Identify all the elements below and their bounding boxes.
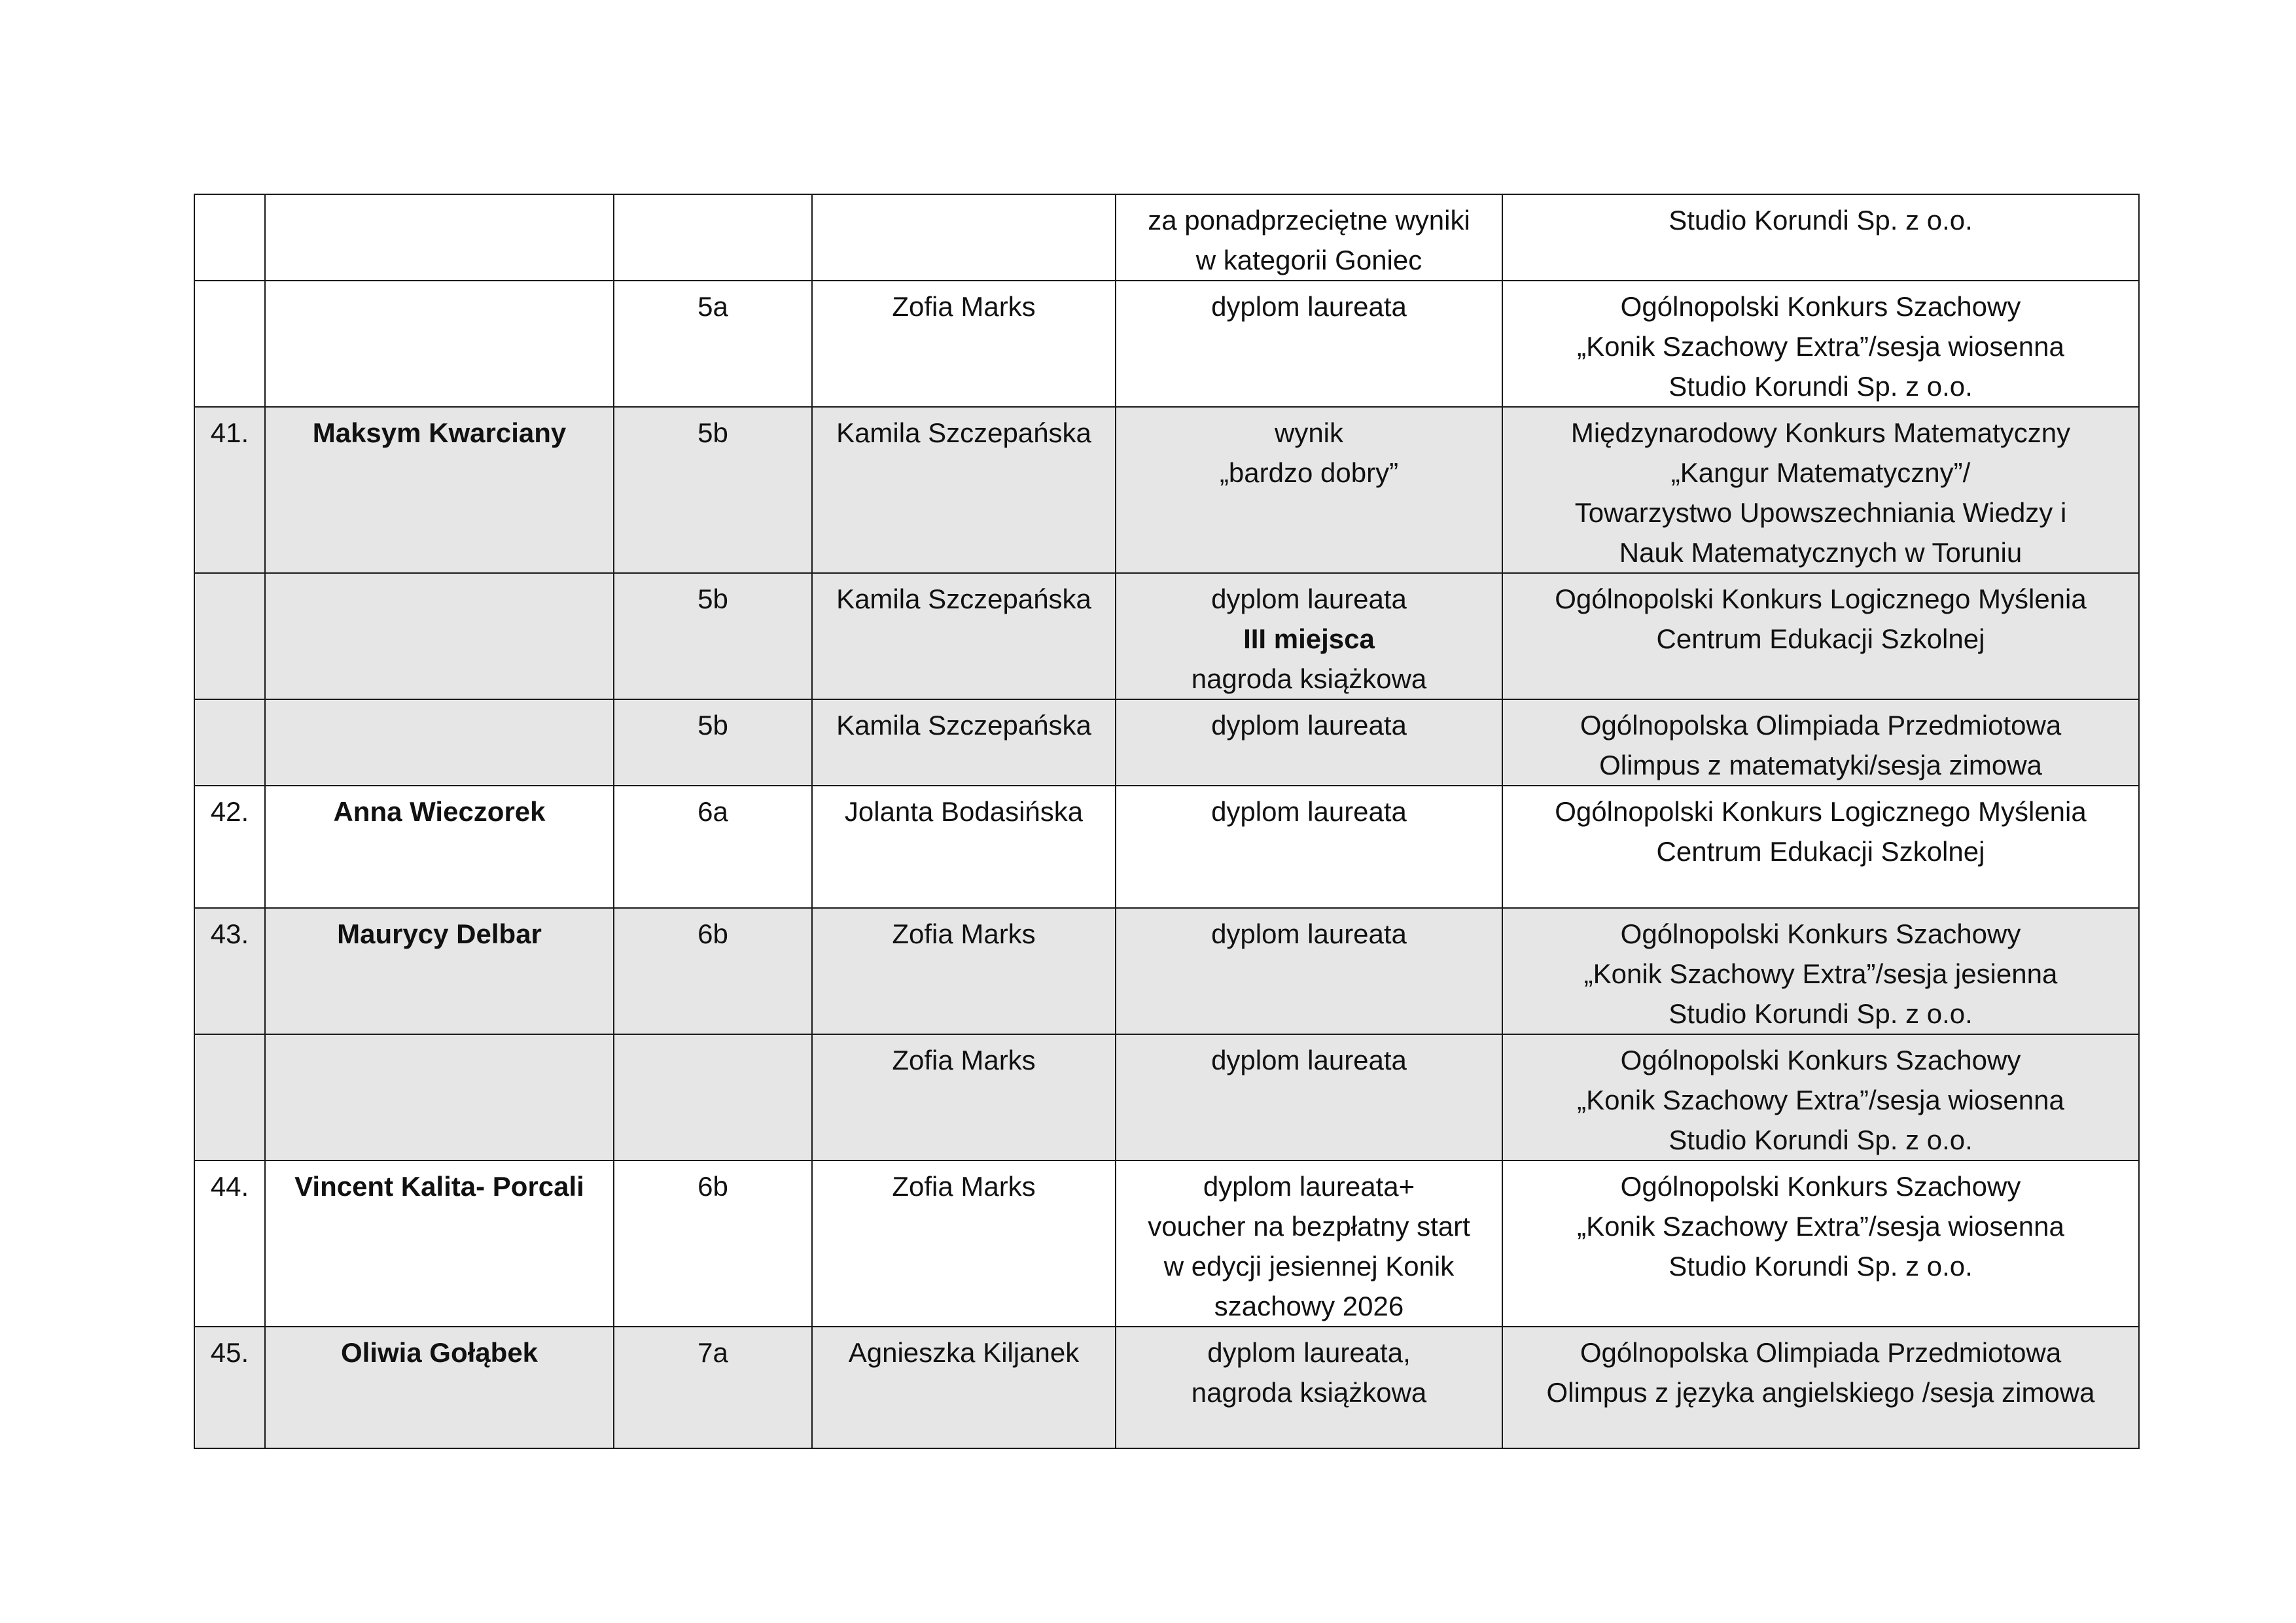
- result-line: „bardzo dobry”: [1219, 457, 1399, 488]
- result-line: w edycji jesiennej Konik: [1163, 1251, 1455, 1282]
- competition-line: Międzynarodowy Konkurs Matematyczny: [1570, 417, 2071, 448]
- row-number-cell: 43.: [194, 908, 265, 1034]
- competition-line: Ogólnopolski Konkurs Szachowy: [1620, 291, 2021, 322]
- result-cell: [1116, 908, 1502, 1034]
- result-line: dyplom laureata: [1211, 584, 1407, 614]
- table-row: [194, 407, 2139, 573]
- row-number-cell: [194, 1034, 265, 1161]
- result-line: dyplom laureata: [1211, 796, 1407, 827]
- student-name-cell: [265, 699, 614, 786]
- class-cell: 6b: [614, 908, 812, 1034]
- row-number-cell: [194, 194, 265, 281]
- result-cell: [1116, 573, 1502, 699]
- table-row: [194, 573, 2139, 699]
- competition-line: Centrum Edukacji Szkolnej: [1656, 623, 1985, 654]
- student-name-cell: [265, 281, 614, 407]
- student-name-cell: Anna Wieczorek: [265, 786, 614, 908]
- table-row: [194, 908, 2139, 1034]
- competition-cell: [1502, 699, 2139, 786]
- competition-line: Olimpus z matematyki/sesja zimowa: [1599, 750, 2042, 780]
- result-line: szachowy 2026: [1214, 1291, 1404, 1321]
- result-line: dyplom laureata,: [1207, 1337, 1411, 1368]
- student-name-cell: [265, 194, 614, 281]
- teacher-cell: Kamila Szczepańska: [812, 573, 1116, 699]
- result-line: voucher na bezpłatny start: [1148, 1211, 1470, 1242]
- class-cell: 5b: [614, 573, 812, 699]
- competition-line: Towarzystwo Upowszechniania Wiedzy i: [1574, 497, 2067, 528]
- competition-line: Ogólnopolski Konkurs Logicznego Myślenia: [1555, 584, 2087, 614]
- table-row: [194, 281, 2139, 407]
- competition-cell: [1502, 1327, 2139, 1448]
- competition-cell: [1502, 573, 2139, 699]
- class-cell: 6b: [614, 1161, 812, 1327]
- competition-cell: [1502, 281, 2139, 407]
- result-cell: [1116, 699, 1502, 786]
- competition-line: Ogólnopolski Konkurs Logicznego Myślenia: [1555, 796, 2087, 827]
- competition-cell: [1502, 1161, 2139, 1327]
- teacher-cell: Zofia Marks: [812, 281, 1116, 407]
- row-number-cell: 42.: [194, 786, 265, 908]
- competition-line: „Konik Szachowy Extra”/sesja jesienna: [1583, 958, 2058, 989]
- competition-line: Studio Korundi Sp. z o.o.: [1669, 998, 1973, 1029]
- result-line: dyplom laureata: [1211, 918, 1407, 949]
- student-name-cell: [265, 1034, 614, 1161]
- competition-line: „Konik Szachowy Extra”/sesja wiosenna: [1577, 1211, 2064, 1242]
- result-line: dyplom laureata+: [1203, 1171, 1415, 1202]
- competition-line: „Kangur Matematyczny”/: [1670, 457, 1971, 488]
- class-cell: [614, 194, 812, 281]
- competition-line: Ogólnopolski Konkurs Szachowy: [1620, 918, 2021, 949]
- result-cell: [1116, 786, 1502, 908]
- class-cell: 6a: [614, 786, 812, 908]
- result-line: nagroda książkowa: [1191, 1377, 1427, 1408]
- competition-cell: [1502, 407, 2139, 573]
- result-line: III miejsca: [1243, 623, 1375, 654]
- result-cell: [1116, 407, 1502, 573]
- table-row: [194, 194, 2139, 281]
- table-row: [194, 1161, 2139, 1327]
- row-number-cell: [194, 281, 265, 407]
- table-row: [194, 699, 2139, 786]
- result-cell: [1116, 1034, 1502, 1161]
- table-row: [194, 1327, 2139, 1448]
- row-number-cell: [194, 573, 265, 699]
- result-line: dyplom laureata: [1211, 710, 1407, 741]
- competition-line: Olimpus z języka angielskiego /sesja zimowa: [1546, 1377, 2095, 1408]
- table-row: [194, 786, 2139, 908]
- result-cell: [1116, 1161, 1502, 1327]
- class-cell: [614, 1034, 812, 1161]
- competition-cell: [1502, 1034, 2139, 1161]
- class-cell: 7a: [614, 1327, 812, 1448]
- competition-line: „Konik Szachowy Extra”/sesja wiosenna: [1577, 331, 2064, 362]
- competition-line: Ogólnopolski Konkurs Szachowy: [1620, 1171, 2021, 1202]
- result-cell: [1116, 194, 1502, 281]
- competition-line: Nauk Matematycznych w Toruniu: [1619, 537, 2022, 568]
- student-name-cell: Maurycy Delbar: [265, 908, 614, 1034]
- row-number-cell: [194, 699, 265, 786]
- competition-line: Ogólnopolski Konkurs Szachowy: [1620, 1045, 2021, 1075]
- results-table-body: [194, 194, 2139, 1448]
- competition-line: Studio Korundi Sp. z o.o.: [1669, 1125, 1973, 1155]
- result-line: nagroda książkowa: [1191, 663, 1427, 694]
- student-name-cell: Oliwia Gołąbek: [265, 1327, 614, 1448]
- competition-line: „Konik Szachowy Extra”/sesja wiosenna: [1577, 1085, 2064, 1115]
- result-line: za ponadprzeciętne wyniki: [1148, 205, 1470, 236]
- competition-cell: [1502, 194, 2139, 281]
- competition-line: Studio Korundi Sp. z o.o.: [1669, 371, 1973, 402]
- teacher-cell: Zofia Marks: [812, 1161, 1116, 1327]
- result-line: wynik: [1274, 417, 1344, 448]
- competition-cell: [1502, 908, 2139, 1034]
- results-table: [194, 194, 2140, 1449]
- row-number-cell: 44.: [194, 1161, 265, 1327]
- row-number-cell: 45.: [194, 1327, 265, 1448]
- competition-cell: [1502, 786, 2139, 908]
- teacher-cell: Agnieszka Kiljanek: [812, 1327, 1116, 1448]
- class-cell: 5b: [614, 407, 812, 573]
- competition-line: Centrum Edukacji Szkolnej: [1656, 836, 1985, 867]
- class-cell: 5b: [614, 699, 812, 786]
- teacher-cell: Kamila Szczepańska: [812, 699, 1116, 786]
- competition-line: Studio Korundi Sp. z o.o.: [1669, 205, 1973, 236]
- result-line: dyplom laureata: [1211, 1045, 1407, 1075]
- competition-line: Ogólnopolska Olimpiada Przedmiotowa: [1580, 1337, 2062, 1368]
- student-name-cell: Vincent Kalita- Porcali: [265, 1161, 614, 1327]
- result-line: dyplom laureata: [1211, 291, 1407, 322]
- teacher-cell: Kamila Szczepańska: [812, 407, 1116, 573]
- competition-line: Studio Korundi Sp. z o.o.: [1669, 1251, 1973, 1282]
- teacher-cell: Zofia Marks: [812, 908, 1116, 1034]
- teacher-cell: Zofia Marks: [812, 1034, 1116, 1161]
- result-cell: [1116, 281, 1502, 407]
- competition-line: Ogólnopolska Olimpiada Przedmiotowa: [1580, 710, 2062, 741]
- table-row: [194, 1034, 2139, 1161]
- result-cell: [1116, 1327, 1502, 1448]
- class-cell: 5a: [614, 281, 812, 407]
- student-name-cell: [265, 573, 614, 699]
- teacher-cell: Jolanta Bodasińska: [812, 786, 1116, 908]
- student-name-cell: Maksym Kwarciany: [265, 407, 614, 573]
- teacher-cell: [812, 194, 1116, 281]
- result-line: w kategorii Goniec: [1195, 245, 1422, 275]
- row-number-cell: 41.: [194, 407, 265, 573]
